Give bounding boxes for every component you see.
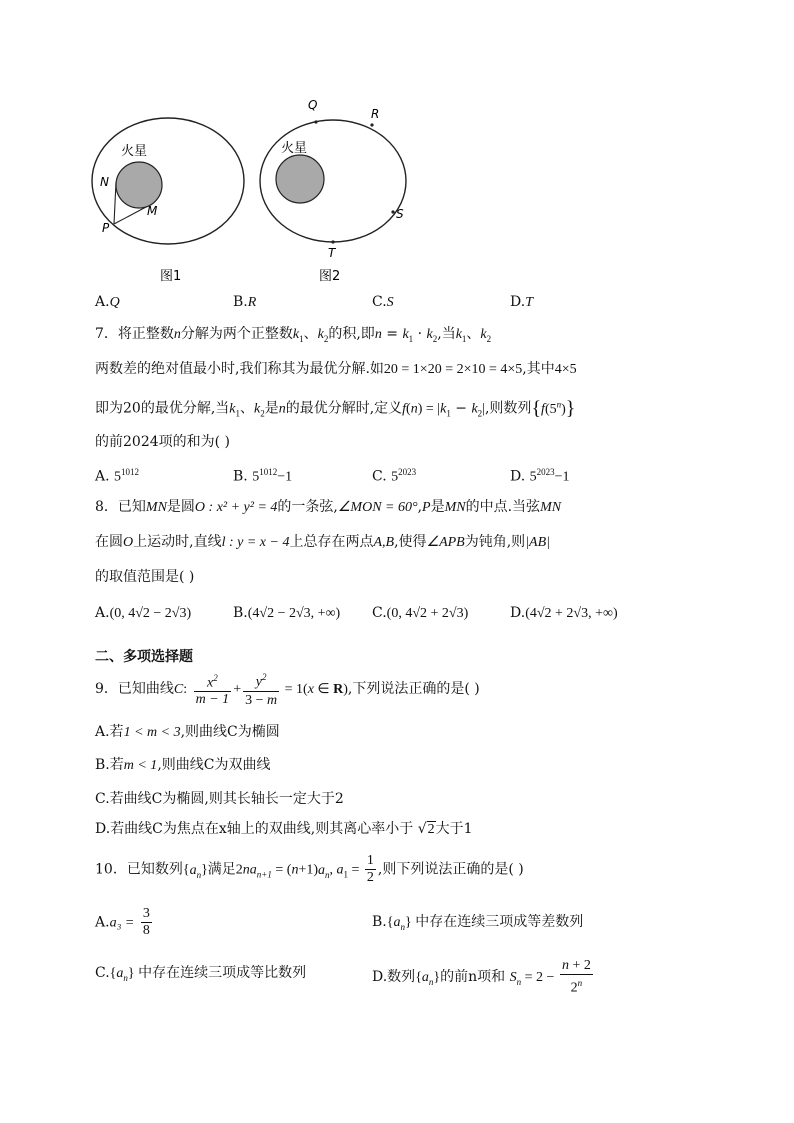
q8-option-d[interactable]: D.(4√2 + 2√3, +∞) (510, 605, 618, 621)
fig2-point-R: R (371, 107, 380, 121)
q7-option-b[interactable]: B. $5^{1012}-1$ (233, 467, 293, 485)
option-label: D. (510, 294, 526, 310)
fig1-tangent-PN (114, 182, 116, 224)
option-label: A. (95, 294, 110, 310)
q9-option-b[interactable]: B.若m < 1,则曲线C为双曲线 (95, 757, 271, 773)
q7-option-a[interactable]: A. $5^{1012}$ (95, 467, 140, 485)
q10-option-b[interactable]: $B.\{a_n\}$ 中存在连续三项成等差数列 (372, 914, 584, 932)
q7-line-3: 即为20的最优分解,当$k_1$、$k_2$是n的最优分解时,定义$f(n) = |k_1 - k_2|$,则数列{f(5$^n$)} (95, 397, 576, 420)
fig1-mars (116, 162, 162, 208)
option-label: B. (233, 294, 248, 310)
q9-option-c[interactable]: C.若曲线C为椭圆,则其长轴长一定大于2 (95, 791, 344, 807)
q10-option-d[interactable]: D.数列$\{a_n\}$的前n项和 $S_n = 2$ − $\frac{n + 2}{2^n}$ (372, 958, 591, 996)
fig1-caption: 图1 (160, 269, 182, 284)
q8-line-1: 8．已知MN是圆O : x² + y² = 4的一条弦,∠MON = 60°,P是MN的中点.当弦MN (95, 499, 562, 515)
q8-line-3: 的取值范围是( ) (95, 569, 195, 585)
q10-option-a[interactable]: A.a₃ = $\frac{3}{8}$ (95, 906, 150, 938)
option-value: Q (109, 295, 120, 310)
fig2-dot-T (331, 240, 334, 243)
option-value: R (247, 295, 257, 310)
q9-option-d[interactable]: D.若曲线C为焦点在x轴上的双曲线,则其离心率小于 √2大于1 (95, 821, 473, 837)
q9-option-a[interactable]: A.若1 < m < 3,则曲线C为椭圆 (95, 724, 280, 740)
q10-stem: 10．已知数列$\{a_n\}$满足$2na_{n+1} = (n+1)a_n$, $a_1$ = $\frac{1}{2}$ ,则下列说法正确的是( ) (95, 853, 524, 885)
section-title: 二、多项选择题 (95, 649, 193, 665)
q10-option-c[interactable]: $C.\{a_n\}$ 中存在连续三项成等比数列 (95, 965, 307, 983)
question-number: 9． (95, 680, 118, 697)
question-number: 7． (95, 326, 118, 342)
fig2-caption: 图2 (319, 269, 341, 284)
q7-option-d[interactable]: D. $5^{2023}-1$ (510, 467, 570, 485)
fig1-mars-label: 火星 (121, 144, 148, 159)
option-value: T (525, 295, 533, 310)
fig1-point-P: P (102, 221, 110, 235)
q6-option-a[interactable] (95, 292, 120, 313)
fig2-mars-label: 火星 (281, 141, 308, 156)
figures (80, 85, 440, 290)
fig2-point-T: T (328, 246, 336, 260)
fig1-point-N: N (100, 175, 109, 189)
fig2-point-S: S (396, 207, 404, 221)
q6-option-b[interactable] (233, 292, 256, 313)
fig1-tangent-PM (114, 207, 146, 224)
option-value: S (386, 295, 394, 310)
fig2-point-Q: Q (308, 98, 318, 112)
q6-option-d[interactable] (510, 292, 533, 313)
q7-line-1: 7．将正整数n分解为两个正整数$k_1$、$k_2$的积,即$n = k_1 \cdot k_2$,当$k_1$、$k_2$ (95, 326, 492, 344)
fig2-dot-Q (314, 120, 317, 123)
option-label: C. (372, 294, 387, 310)
q7-option-c[interactable]: C. $5^{2023}$ (372, 467, 417, 485)
fig2-mars (276, 155, 324, 203)
q9-stem: 9．已知曲线C: $\frac{x^2}{m - 1}$ + $\frac{y^2}{3 - m}$ = 1(x ∈ R),下列说法正确的是( ) (95, 669, 480, 709)
q8-option-a[interactable]: A.(0, 4√2 − 2√3) (95, 605, 192, 621)
fig2-dot-R (370, 123, 373, 126)
fig1-point-M: M (147, 204, 158, 218)
question-number: 10． (95, 861, 127, 878)
q8-option-c[interactable]: C.(0, 4√2 + 2√3) (372, 605, 469, 621)
fig1-orbit (92, 118, 244, 244)
q8-line-2: 在圆O上运动时,直线l : y = x − 4上总存在两点A,B,使得∠APB为钝角,则|AB| (95, 534, 550, 550)
q8-option-b[interactable]: B.(4√2 − 2√3, +∞) (233, 605, 341, 621)
fig2-dot-S (391, 210, 394, 213)
q7-line-4: 的前2024项的和为( ) (95, 434, 231, 450)
q6-option-c[interactable] (372, 292, 394, 313)
q7-line-2: 两数差的绝对值最小时,我们称其为最优分解.如20 = 1×20 = 2×10 = 4×5,其中4×5 (95, 361, 577, 377)
question-number: 8． (95, 499, 118, 515)
